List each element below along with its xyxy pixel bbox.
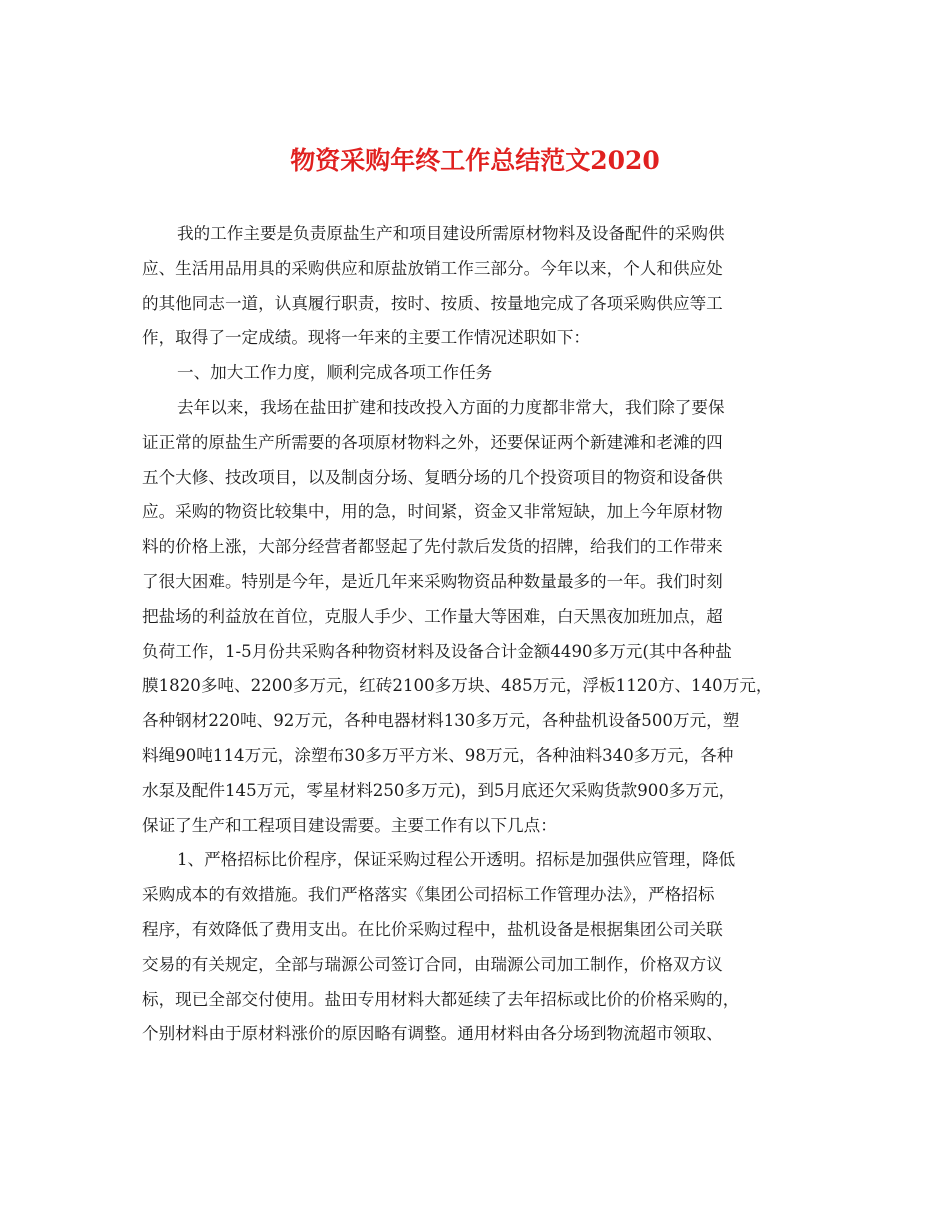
text-line: 应、生活用品用具的采购供应和原盐放销工作三部分。今年以来，个人和供应处 xyxy=(142,258,723,278)
text-line: 料的价格上涨，大部分经营者都竖起了先付款后发货的招牌，给我们的工作带来 xyxy=(142,537,723,557)
text-line: 证正常的原盐生产所需要的各项原材物料之外，还要保证两个新建滩和老滩的四 xyxy=(142,432,723,452)
text-line: 各种钢材220吨、92万元，各种电器材料130多万元，各种盐机设备500万元，塑 xyxy=(142,711,740,731)
text-line: 程序，有效降低了费用支出。在比价采购过程中，盐机设备是根据集团公司关联 xyxy=(142,919,723,939)
text-line: 应。采购的物资比较集中，用的急，时间紧，资金又非常短缺，加上今年原材物 xyxy=(142,502,723,522)
text-line: 保证了生产和工程项目建设需要。主要工作有以下几点： xyxy=(142,815,557,835)
page-title: 物资采购年终工作总结范文2020 xyxy=(290,146,660,175)
text-line: 去年以来，我场在盐田扩建和技改投入方面的力度都非常大，我们除了要保 xyxy=(177,397,725,417)
text-line: 我的工作主要是负责原盐生产和项目建设所需原材物料及设备配件的采购供 xyxy=(177,224,725,243)
document-body xyxy=(142,217,818,1052)
text-line: 把盐场的利益放在首位，克服人手少、工作量大等困难，白天黑夜加班加点，超 xyxy=(142,606,723,626)
text-line: 膜1820多吨、2200多万元，红砖2100多万块、485万元，浮板1120方、140万元， xyxy=(142,676,773,696)
text-line: 负荷工作，1-5月份共采购各种物资材料及设备合计金额4490多万元(其中各种盐 xyxy=(142,641,732,661)
text-line: 的其他同志一道，认真履行职责，按时、按质、按量地完成了各项采购供应等工 xyxy=(142,293,723,313)
text-line: 作，取得了一定成绩。现将一年来的主要工作情况述职如下： xyxy=(142,328,591,348)
text-line: 水泵及配件145万元，零星材料250多万元)，到5月底还欠采购货款900多万元， xyxy=(142,780,736,800)
text-line: 了很大困难。特别是今年，是近几年来采购物资品种数量最多的一年。我们时刻 xyxy=(142,571,723,591)
text-line: 个别材料由于原材料涨价的原因略有调整。通用材料由各分场到物流超市领取、 xyxy=(142,1024,723,1044)
text-line: 交易的有关规定，全部与瑞源公司签订合同，由瑞源公司加工制作，价格双方议 xyxy=(142,954,723,974)
text-line: 标，现已全部交付使用。盐田专用材料大都延续了去年招标或比价的价格采购的， xyxy=(142,989,740,1009)
text-line: 五个大修、技改项目，以及制卤分场、复晒分场的几个投资项目的物资和设备供 xyxy=(142,467,723,487)
text-line: 采购成本的有效措施。我们严格落实《集团公司招标工作管理办法》，严格招标 xyxy=(142,885,715,905)
text-line: 一、加大工作力度，顺利完成各项工作任务 xyxy=(177,363,493,383)
text-line: 1、严格招标比价程序，保证采购过程公开透明。招标是加强供应管理，降低 xyxy=(177,850,736,870)
text-line: 料绳90吨114万元，涂塑布30多万平方米、98万元，各种油料340多万元，各种 xyxy=(142,745,734,765)
